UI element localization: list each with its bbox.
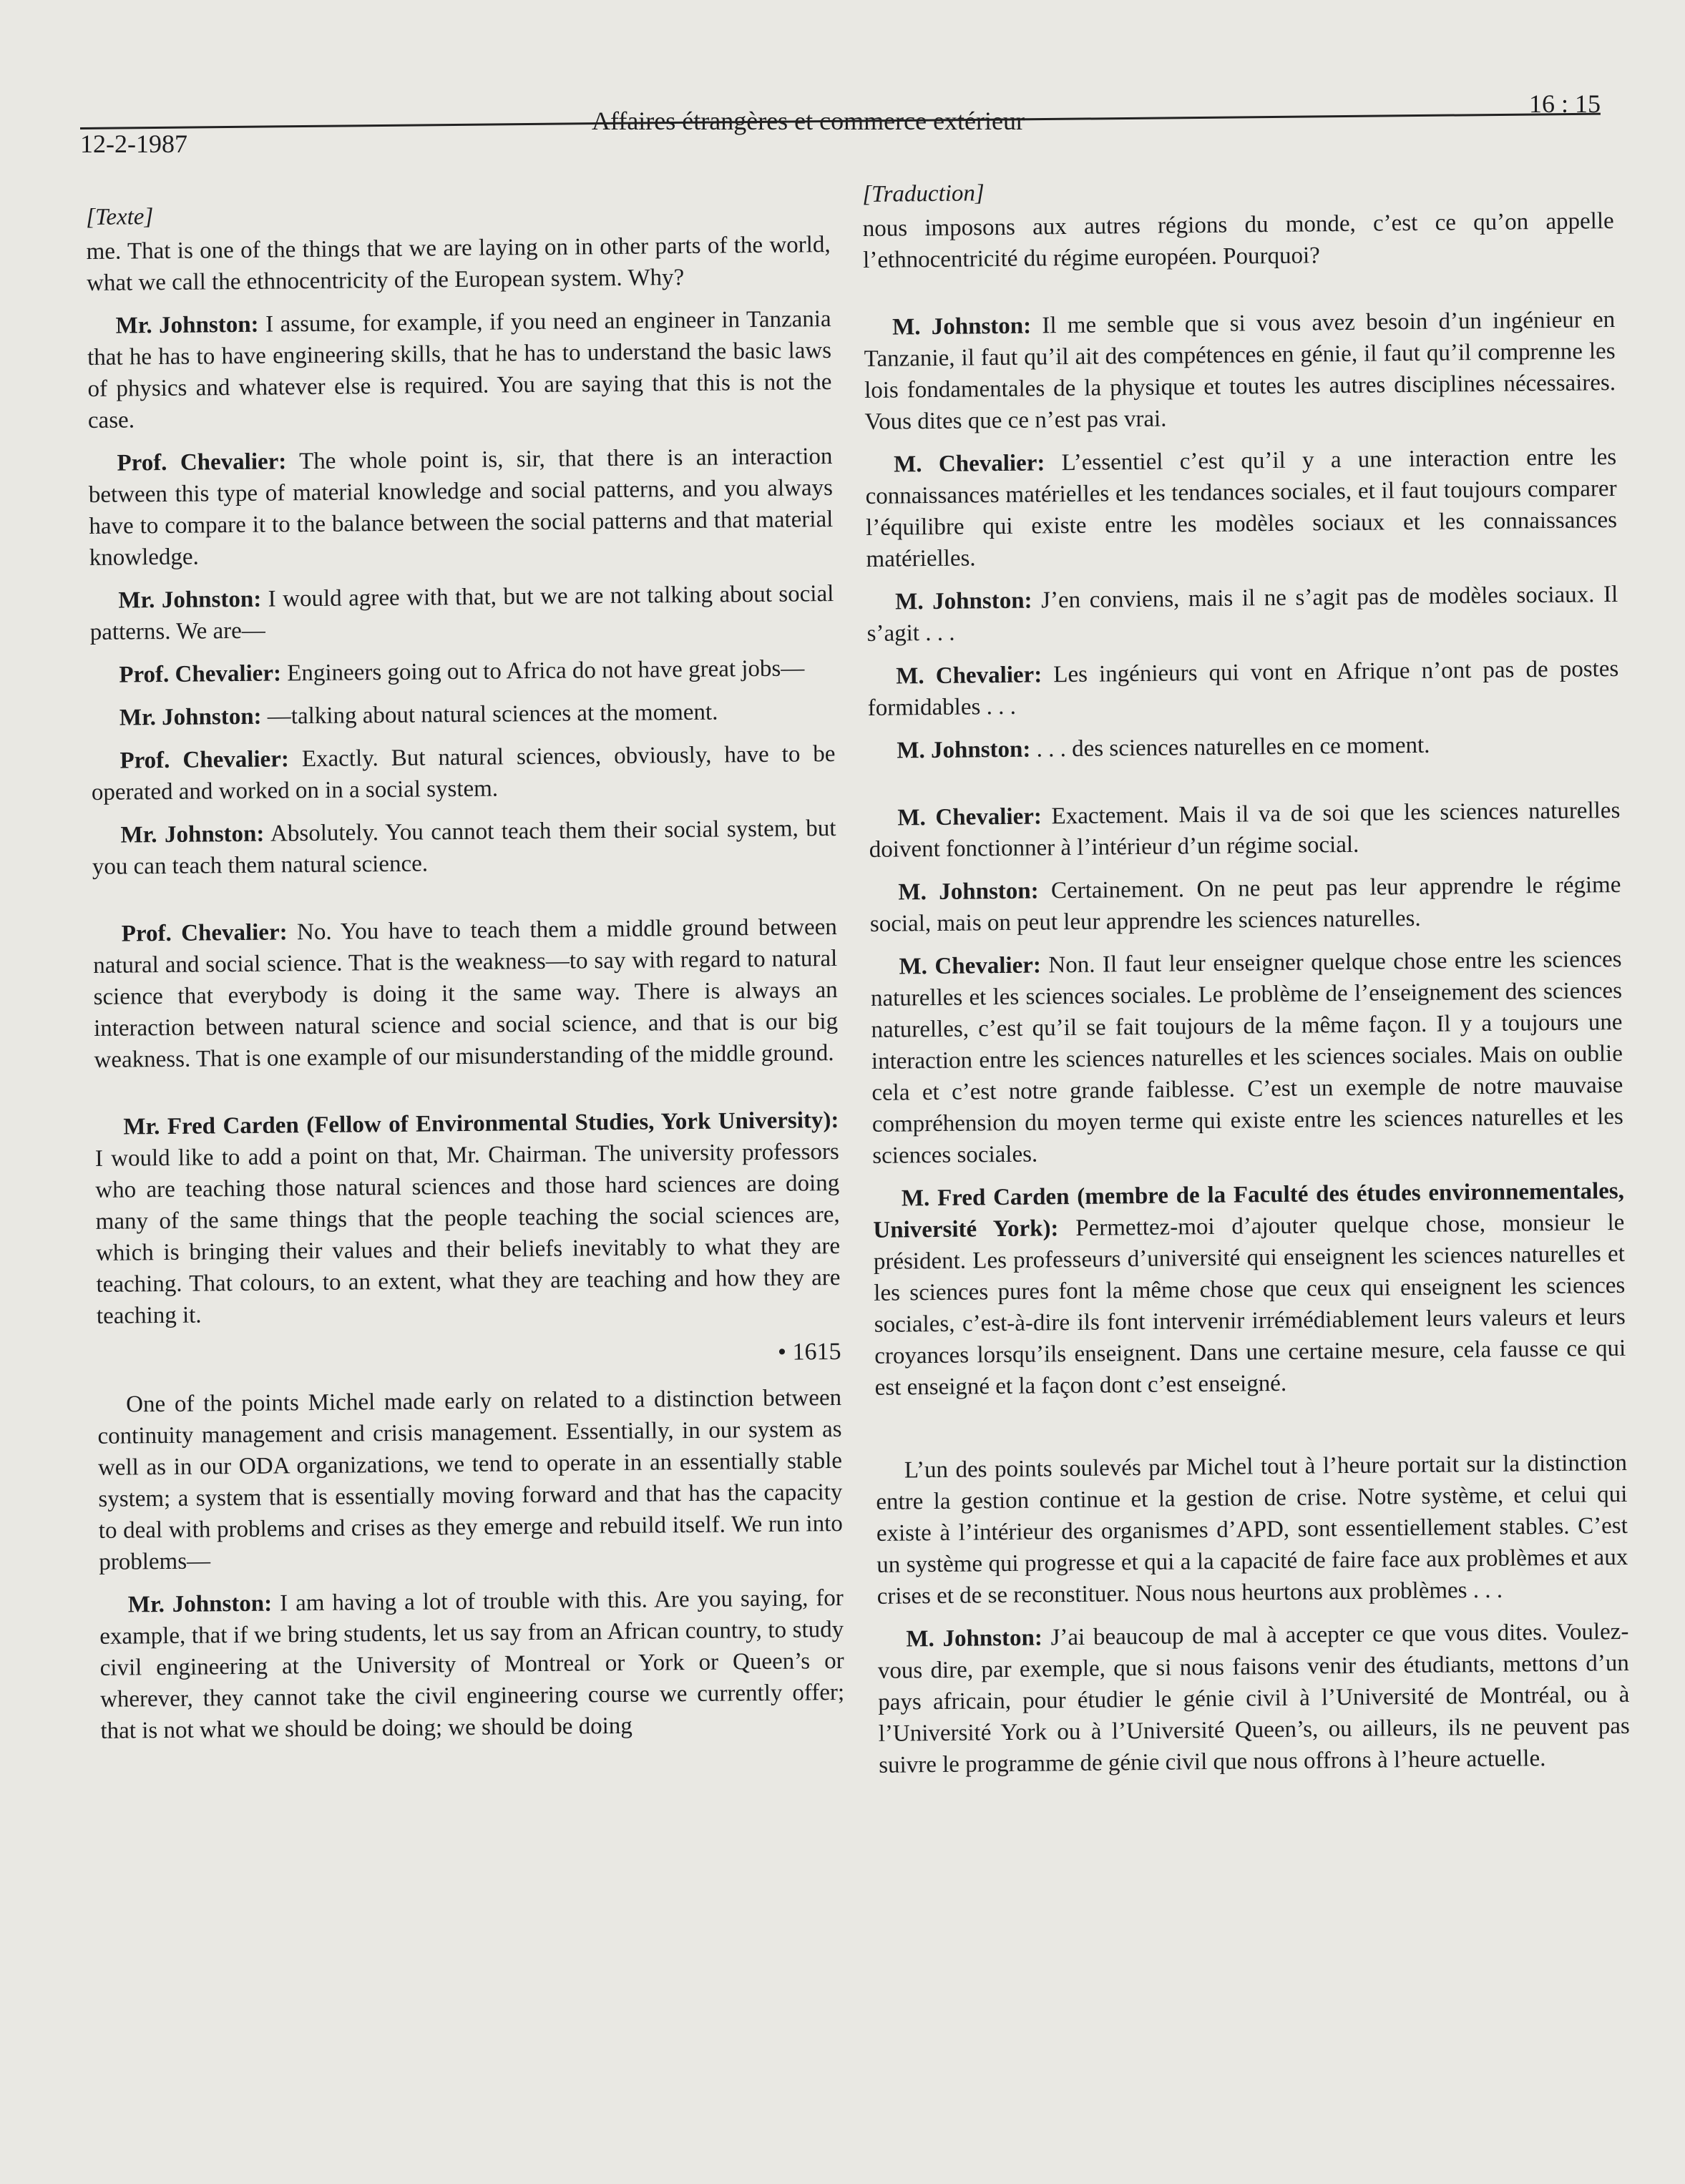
speech-text: L’un des points soulevés par Michel tout à l’heure portait sur la distinction entre la gestion continue et la gestion de crise. Notre système, et celui qui existe à l’intérieur des organismes d’APD, sont essentiellement stables. C’est un système qui progresse et qui a la capacité de faire face aux problèmes et aux crises et de se reconstituer. Nous nous heurtons aux problèmes . . . bbox=[876, 1449, 1628, 1610]
header-title: Affaires étrangères et commerce extérieur bbox=[592, 107, 1025, 135]
header-date: 12-2-1987 bbox=[80, 129, 187, 158]
speech-text: The whole point is, sir, that there is an interaction between this type of material knowledge and social patterns, and you always have to compare it to the balance between the social patterns and that material knowledge. bbox=[88, 444, 834, 571]
speech-text: Exactement. Mais il va de soi que les sciences naturelles doivent fonctionner à l’intérieur d’un régime social. bbox=[869, 797, 1621, 863]
paragraph bbox=[866, 579, 1618, 650]
speaker-name: M. Chevalier: bbox=[897, 803, 1042, 831]
header-page-number: 16 : 15 bbox=[1528, 89, 1601, 118]
paragraph bbox=[869, 869, 1621, 940]
speaker-name: Prof. Chevalier: bbox=[119, 746, 290, 774]
paragraph bbox=[99, 1582, 845, 1747]
speech-text: J’ai beaucoup de mal à accepter ce que vous dites. Voulez-vous dire, par exemple, que si nous faisons venir des étudiants, mettons d’un pays africain, pour étudier le génie civil à l’Université de Montréal, ou à l’Université York ou à l’Université Queen’s, ou ailleurs, ils ne peuvent pas suivre le programme de génie civil que nous offrons à l’heure actuelle. bbox=[877, 1618, 1630, 1778]
paragraph bbox=[88, 441, 834, 574]
speech-text: I assume, for example, if you need an engineer in Tanzania that he has to have engineering skills, that he has to understand the basic laws of physics and whatever else is required. You are saying that this is not the case. bbox=[87, 306, 832, 434]
speech-text: Exactly. But natural sciences, obviously, have to be operated and worked on in a social system. bbox=[91, 740, 836, 805]
speech-text: Engineers going out to Africa do not have great jobs— bbox=[287, 655, 805, 687]
speech-text: One of the points Michel made early on related to a distinction between continuity management and crisis management. Essentially, in our system as well as in our ODA organizations, we tend to operate in an essentially stable system; a system that is essentially moving forward and that has the capacity to deal with problems and crises as they emerge and rebuild itself. We run into problems— bbox=[97, 1384, 843, 1575]
speech-text: I would like to add a point on that, Mr. Chairman. The university professors who are teaching those natural sciences and those hard sciences are doing many of the same things that the people teaching the social sciences are, which is bringing their values and their beliefs inevitably to what they are teaching. That colours, to an extent, what they are teaching and how they are teaching it. bbox=[94, 1138, 841, 1329]
paragraph bbox=[87, 303, 832, 436]
speech-text: I would agree with that, but we are not talking about social patterns. We are— bbox=[89, 580, 834, 645]
speech-text: Non. Il faut leur enseigner quelque chose entre les sciences naturelles et les sciences sociales. Le problème de l’enseignement des sciences naturelles, c’est qu’il se fait toujours de la même façon. Il y a toujours une interaction entre les sciences naturelles et les sciences sociales. Mais on oublie cela et c’est notre grande faiblesse. C’est un exemple de notre mauvaise compréhension du moyen terme qui existe entre les sciences naturelles et les sciences sociales. bbox=[870, 946, 1623, 1169]
speaker-name: M. Johnston: bbox=[892, 313, 1032, 341]
paragraph bbox=[865, 441, 1618, 575]
paragraph bbox=[867, 653, 1619, 724]
speaker-name: Prof. Chevalier: bbox=[117, 449, 287, 476]
speaker-name: Mr. Johnston: bbox=[115, 311, 259, 339]
speaker-name: Mr. Johnston: bbox=[118, 586, 262, 614]
speaker-name: Mr. Fred Carden (Fellow of Environmental Studies, York University): bbox=[123, 1107, 839, 1140]
paragraph bbox=[873, 1175, 1626, 1404]
left-column bbox=[86, 195, 845, 1758]
speaker-name: M. Johnston: bbox=[895, 587, 1032, 615]
speaker-name: M. Fred Carden (membre de la Faculté des études environnementales, Université York): bbox=[873, 1177, 1625, 1243]
speech-text: L’essentiel c’est qu’il y a une interaction entre les connaissances matérielles et les tendances sociales, et il faut toujours comparer l’équilibre qui existe entre les modèles sociaux et les connaissances matérielles. bbox=[865, 444, 1618, 572]
paragraph bbox=[91, 695, 835, 734]
paragraph bbox=[876, 1447, 1628, 1612]
paragraph bbox=[90, 652, 834, 691]
speech-text: Il me semble que si vous avez besoin d’un ingénieur en Tanzanie, il faut qu’il ait des compétences en génie, il faut qu’il comprenne les lois fondamentales de la physique et toutes les autres disciplines nécessaires. Vous dites que ce n’est pas vrai. bbox=[864, 306, 1616, 435]
speech-text: Les ingénieurs qui vont en Afrique n’ont pas de postes formidables . . . bbox=[867, 655, 1619, 721]
speaker-name: Mr. Johnston: bbox=[127, 1590, 273, 1618]
speech-text: J’en conviens, mais il ne s’agit pas de modèles sociaux. Il s’agit . . . bbox=[866, 581, 1618, 647]
speech-text: . . . des sciences naturelles en ce moment. bbox=[1036, 732, 1430, 763]
paragraph bbox=[97, 1382, 843, 1578]
speaker-name: M. Chevalier: bbox=[899, 952, 1042, 980]
speech-text: I am having a lot of trouble with this. Are you saying, for example, that if we bring students, let us say from an African country, to study civil engineering at the University of Montreal or York or Queen’s or wherever, they cannot take the civil engineering course we currently offer; that is not what we should be doing; we should be doing bbox=[99, 1585, 845, 1744]
paragraph bbox=[86, 229, 831, 299]
speaker-name: Prof. Chevalier: bbox=[121, 919, 288, 947]
speech-text: me. That is one of the things that we are laying on in other parts of the world, what we call the ethnocentricity of the European system. Why? bbox=[86, 232, 831, 296]
left-column-marker: [Texte] bbox=[86, 204, 154, 230]
paragraph bbox=[864, 304, 1616, 438]
paragraph bbox=[869, 795, 1621, 866]
right-column bbox=[862, 171, 1631, 1793]
speaker-name: Prof. Chevalier: bbox=[119, 660, 282, 688]
speech-text: nous imposons aux autres régions du monde, c’est ce qu’on appelle l’ethnocentricité du régime européen. Pourquoi? bbox=[862, 208, 1614, 273]
paragraph bbox=[868, 728, 1619, 767]
speaker-name: M. Johnston: bbox=[898, 878, 1039, 906]
right-column-marker: [Traduction] bbox=[862, 180, 985, 207]
paragraph bbox=[91, 738, 836, 808]
speaker-name: M. Johnston: bbox=[897, 736, 1031, 764]
time-marker: • 1615 bbox=[777, 1338, 841, 1366]
speaker-name: M. Chevalier: bbox=[893, 450, 1045, 478]
speech-text: Permettez-moi d’ajouter quelque chose, monsieur le président. Les professeurs d’université qui enseignent les sciences naturelles et les sciences pures font la même chose que ceux qui enseignent les sciences sociales, c’est-à-dire ils font intervenir irrémédiablement leurs valeurs et leurs croyances lorsqu’ils enseignent. Dans une certaine mesure, cela fausse ce qui est enseigné et la façon dont c’est enseigné. bbox=[873, 1209, 1626, 1401]
paragraph bbox=[93, 911, 839, 1076]
paragraph bbox=[870, 944, 1623, 1172]
speaker-name: Mr. Johnston: bbox=[120, 821, 265, 848]
paragraph bbox=[863, 205, 1615, 276]
speaker-name: M. Chevalier: bbox=[896, 662, 1042, 690]
paragraph bbox=[94, 1105, 841, 1332]
speech-text: —talking about natural sciences at the moment. bbox=[267, 699, 718, 730]
speech-text: No. You have to teach them a middle ground between natural and social science. That is the weakness—to say with regard to natural science that everybody is doing it the same way. There is always an interaction between natural science and social science, and that is our big weakness. That is one example of our misunderstanding of the middle ground. bbox=[93, 914, 839, 1073]
speech-text: Absolutely. You cannot teach them their social system, but you can teach them natural science. bbox=[92, 815, 836, 880]
paragraph bbox=[89, 578, 834, 648]
paragraph bbox=[92, 813, 836, 883]
speaker-name: Mr. Johnston: bbox=[119, 703, 262, 731]
speech-text: Certainement. On ne peut pas leur apprendre le régime social, mais on peut leur apprendre les sciences naturelles. bbox=[869, 871, 1621, 937]
paragraph bbox=[877, 1616, 1630, 1781]
speaker-name: M. Johnston: bbox=[906, 1625, 1043, 1652]
